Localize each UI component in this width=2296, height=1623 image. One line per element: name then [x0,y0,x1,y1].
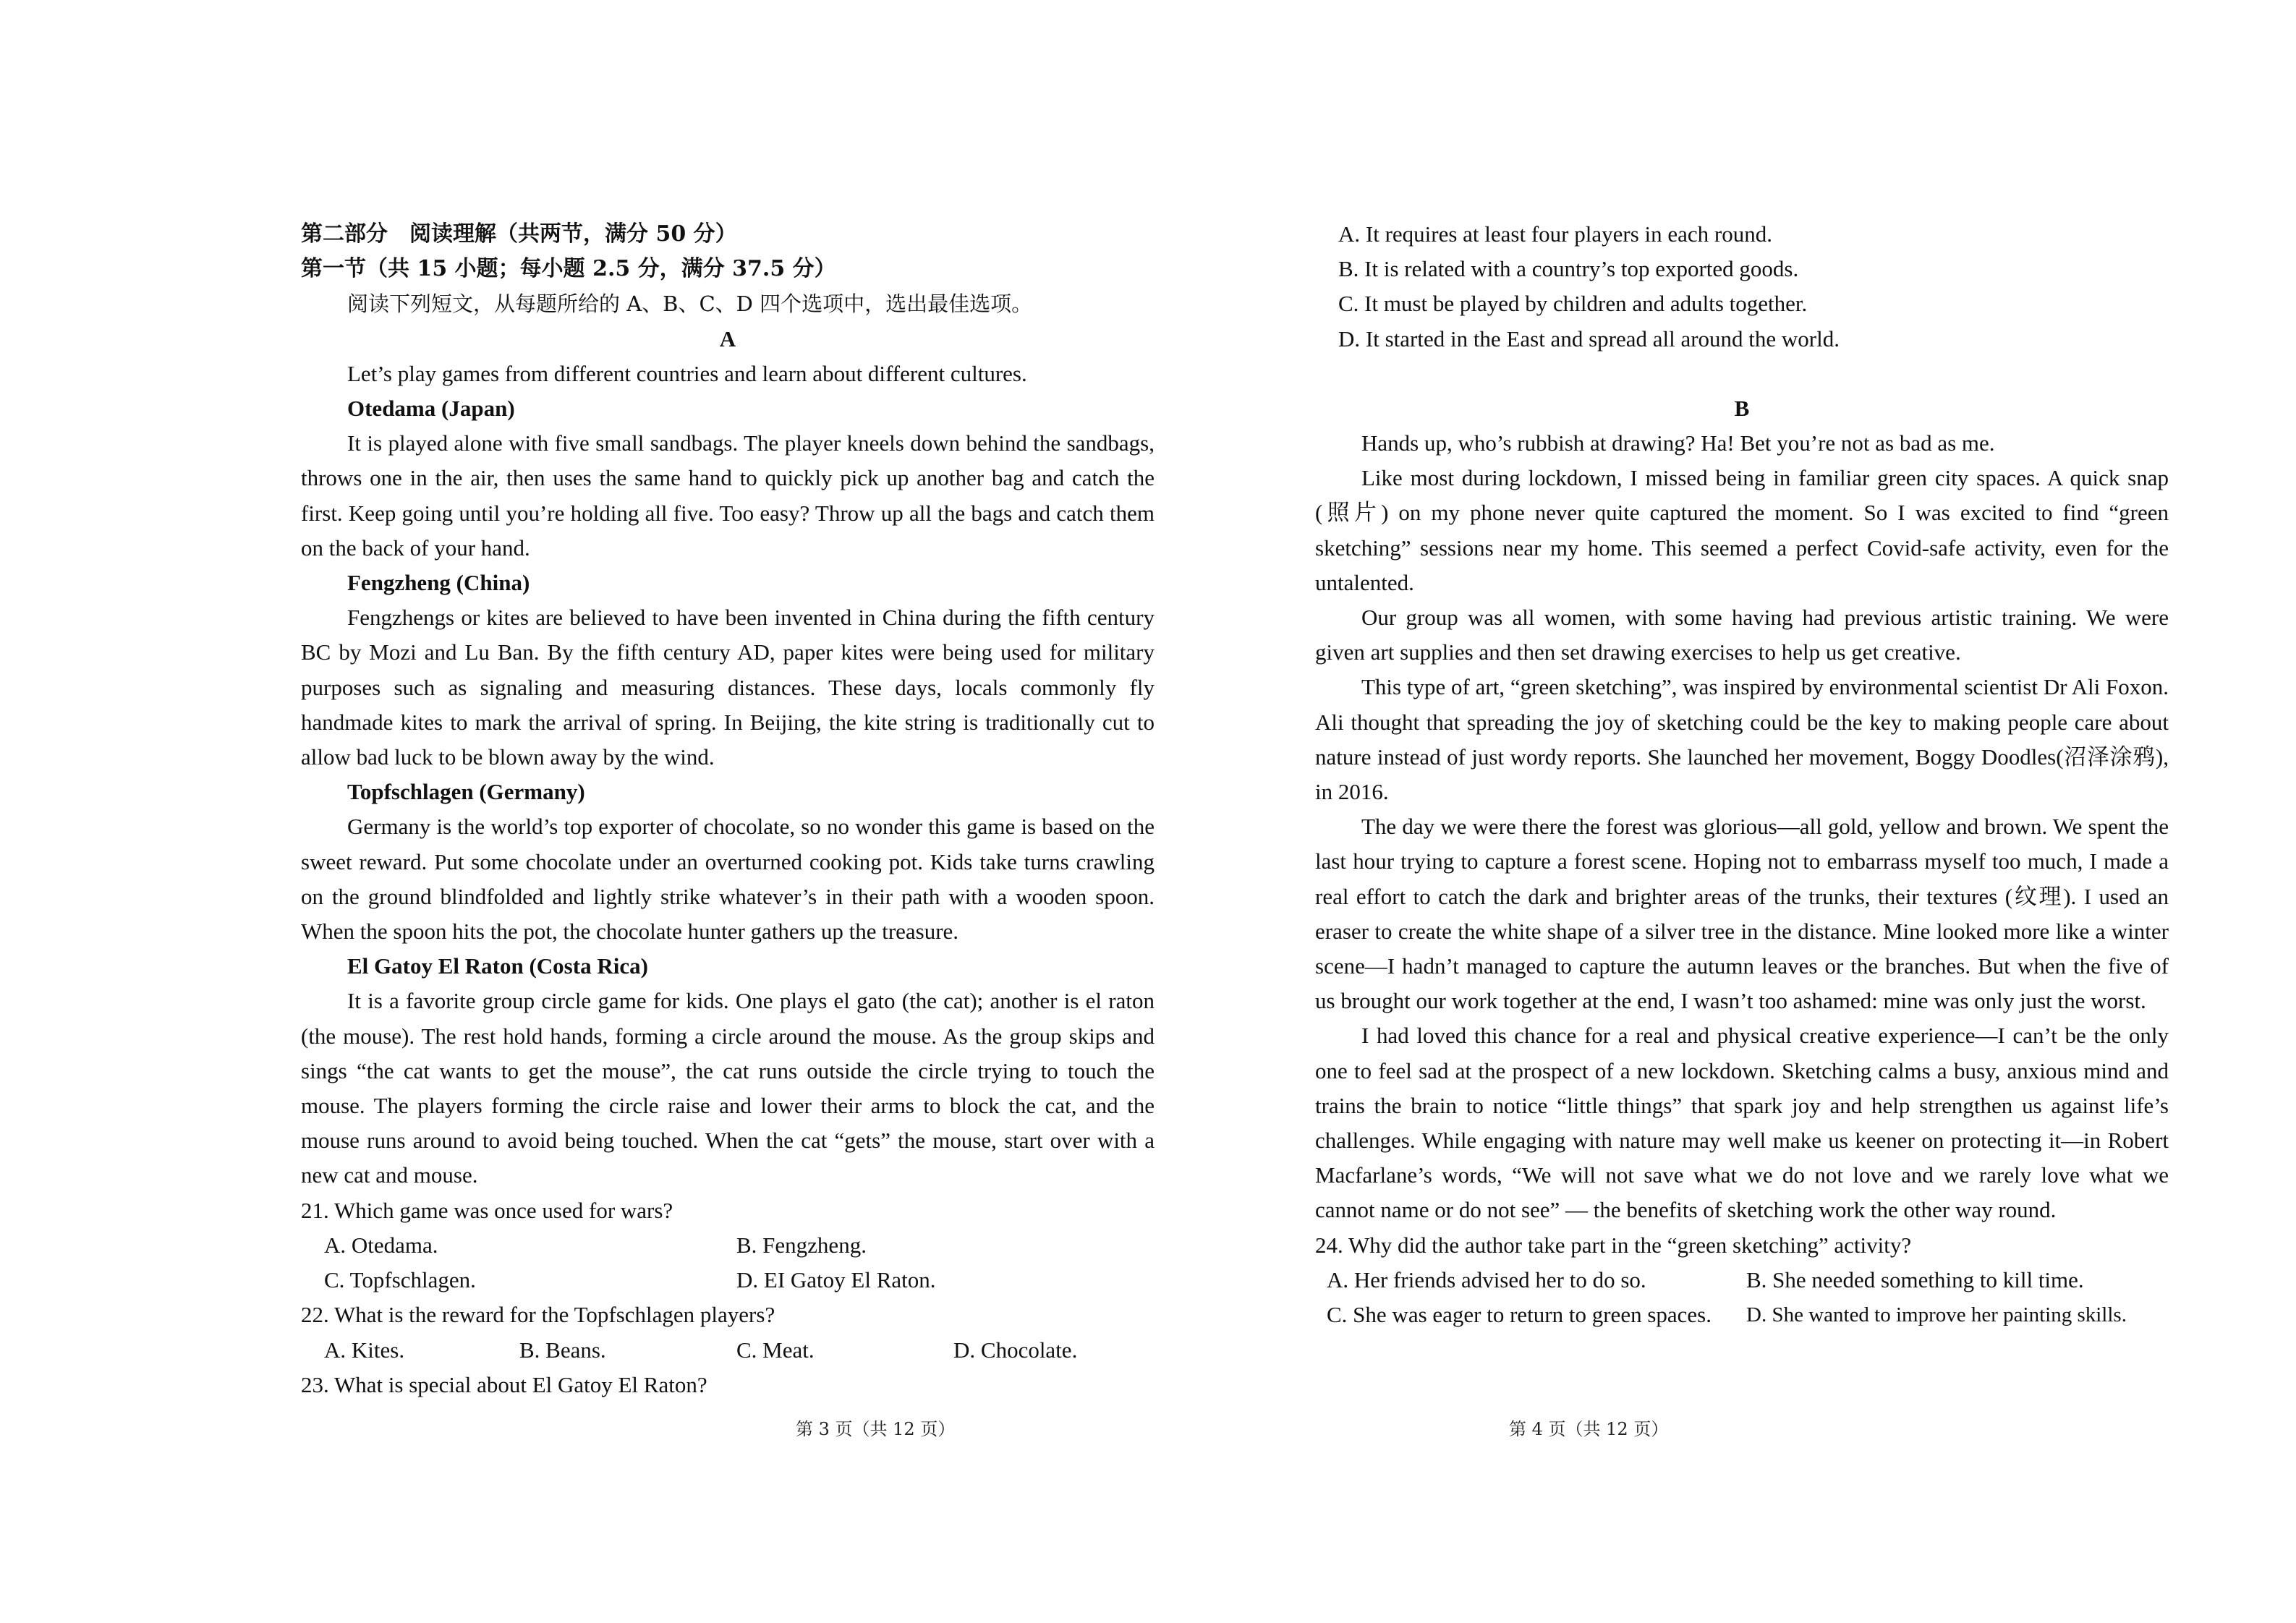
instruction: 阅读下列短文，从每题所给的 A、B、C、D 四个选项中，选出最佳选项。 [347,291,1033,317]
question-24-options [1315,1263,2169,1332]
passage-paragraph: The day we were there the forest was glorious—all gold, yellow and brown. We spent the last hour trying to capture a forest scene. Hoping not to embarrass myself too much, I made a real effort to catch the dark and brighter areas of the trunks, their textures (纹理). I used an eraser to create the white shape of a silver tree in the distance. Mine looked more like a winter scene—I hadn’t managed to capture the autumn leaves or the branches. But when the five of us brought our work together at the end, I wasn’t too ashamed: mine was only just the worst. [1315,814,2169,1014]
option-b: B. She needed something to kill time. [1746,1266,2084,1292]
passage-letter-a: A [719,325,736,352]
option-b: B. Beans. [519,1337,606,1363]
option-d: D. She wanted to improve her painting skills. [1746,1303,2127,1327]
question-21: 21. Which game was once used for wars? [301,1197,673,1223]
game-title: Topfschlagen (Germany) [347,779,585,805]
page-number-right: 第 4 页（共 12 页） [1509,1419,1669,1439]
game-text: Fengzhengs or kites are believed to have been invented in China during the fifth century BC by Mozi and Lu Ban. By the fifth century AD, paper kites were being used for military purposes such as signaling and measuring distances. These days, locals commonly fly handmade kites to mark the arrival of spring. In Beijing, the kite string is traditionally cut to allow bad luck to be blown away by the wind. [301,605,1155,770]
game-text: It is played alone with five small sandbags. The player kneels down behind the sandbags, throws one in the air, then uses the same hand to quickly pick up another bag and catch the first. Keep going until you’re holding all five. Too easy? Throw up all the bags and catch them on the back of your hand. [301,430,1155,561]
option-c: C. Topfschlagen. [324,1267,476,1293]
spacer [1315,357,2169,391]
question-23-options [1315,217,2169,357]
option-c: C. It must be played by children and adults together. [1338,291,1808,317]
game-title: El Gatoy El Raton (Costa Rica) [347,953,648,979]
option-a: A. It requires at least four players in each round. [1338,221,1772,247]
passage-intro: Let’s play games from different countries and learn about different cultures. [347,360,1027,386]
passage-letter-b: B [1734,395,1750,421]
game-text: It is a favorite group circle game for kids. One plays el gato (the cat); another is el raton (the mouse). The rest hold hands, forming a circle around the mouse. As the group skips and sings “the cat wants to get the mouse”, the cat runs outside the circle trying to touch the mouse. The players forming the circle raise and lower their arms to block the cat, and the mouse runs around to avoid being touched. When the cat “gets” the mouse, start over with a new cat and mouse. [301,988,1155,1188]
passage-paragraph: Our group was all women, with some having had previous artistic training. We were given art supplies and then set drawing exercises to help us get creative. [1315,605,2169,665]
question-21-options [301,1228,1155,1298]
game-text: Germany is the world’s top exporter of chocolate, so no wonder this game is based on the sweet reward. Put some chocolate under an overturned cooking pot. Kids take turns crawling on the ground blindfolded and lightly strike whatever’s in their path with a wooden spoon. When the spoon hits the pot, the chocolate hunter gathers up the treasure. [301,814,1155,945]
section-heading: 第一节（共 15 小题；每小题 2.5 分，满分 37.5 分） [301,256,836,282]
option-c: C. Meat. [736,1337,815,1363]
game-title: Otedama (Japan) [347,396,515,422]
passage-paragraph: I had loved this chance for a real and physical creative experience—I can’t be the only one to feel sad at the prospect of a new lockdown. Sketching calms a busy, anxious mind and trains the brain to notice “little things” that spark joy and help strengthen us against life’s challenges. While engaging with nature may well make us keener on protecting it—in Robert Macfarlane’s words, “We will not save what we do not love and we rarely love what we cannot name or do not see” — the benefits of sketching work the other way round. [1315,1023,2169,1223]
part-heading: 第二部分 阅读理解（共两节，满分 50 分） [301,221,737,247]
game-title: Fengzheng (China) [347,570,530,596]
question-24: 24. Why did the author take part in the “green sketching” activity? [1315,1232,1912,1258]
question-22-options [301,1333,1155,1368]
left-page [301,217,1155,1402]
option-a: A. Her friends advised her to do so. [1327,1266,1646,1292]
passage-paragraph: Like most during lockdown, I missed being in familiar green city spaces. A quick snap (照片) on my phone never quite captured the moment. So I was excited to find “green sketching” sessions near my home. This seemed a perfect Covid-safe activity, even for the untalented. [1315,465,2169,595]
option-b: B. Fengzheng. [736,1232,867,1258]
question-22: 22. What is the reward for the Topfschlagen players? [301,1302,775,1328]
page-number-left: 第 3 页（共 12 页） [796,1419,956,1439]
option-d: D. It started in the East and spread all around the world. [1338,325,1840,352]
right-page [1315,217,2169,1332]
option-d: D. Chocolate. [953,1337,1078,1363]
option-d: D. EI Gatoy El Raton. [736,1267,936,1293]
option-a: A. Kites. [324,1337,405,1363]
question-23: 23. What is special about El Gatoy El Raton? [301,1371,707,1397]
option-a: A. Otedama. [324,1232,438,1258]
option-b: B. It is related with a country’s top exported goods. [1338,256,1799,282]
passage-paragraph: This type of art, “green sketching”, was inspired by environmental scientist Dr Ali Foxon. Ali thought that spreading the joy of sketching could be the key to making people care about nature instead of just wordy reports. She launched her movement, Boggy Doodles(沼泽涂鸦), in 2016. [1315,674,2169,805]
passage-paragraph: Hands up, who’s rubbish at drawing? Ha! Bet you’re not as bad as me. [1361,430,1995,456]
option-c: C. She was eager to return to green spaces. [1327,1302,1712,1328]
